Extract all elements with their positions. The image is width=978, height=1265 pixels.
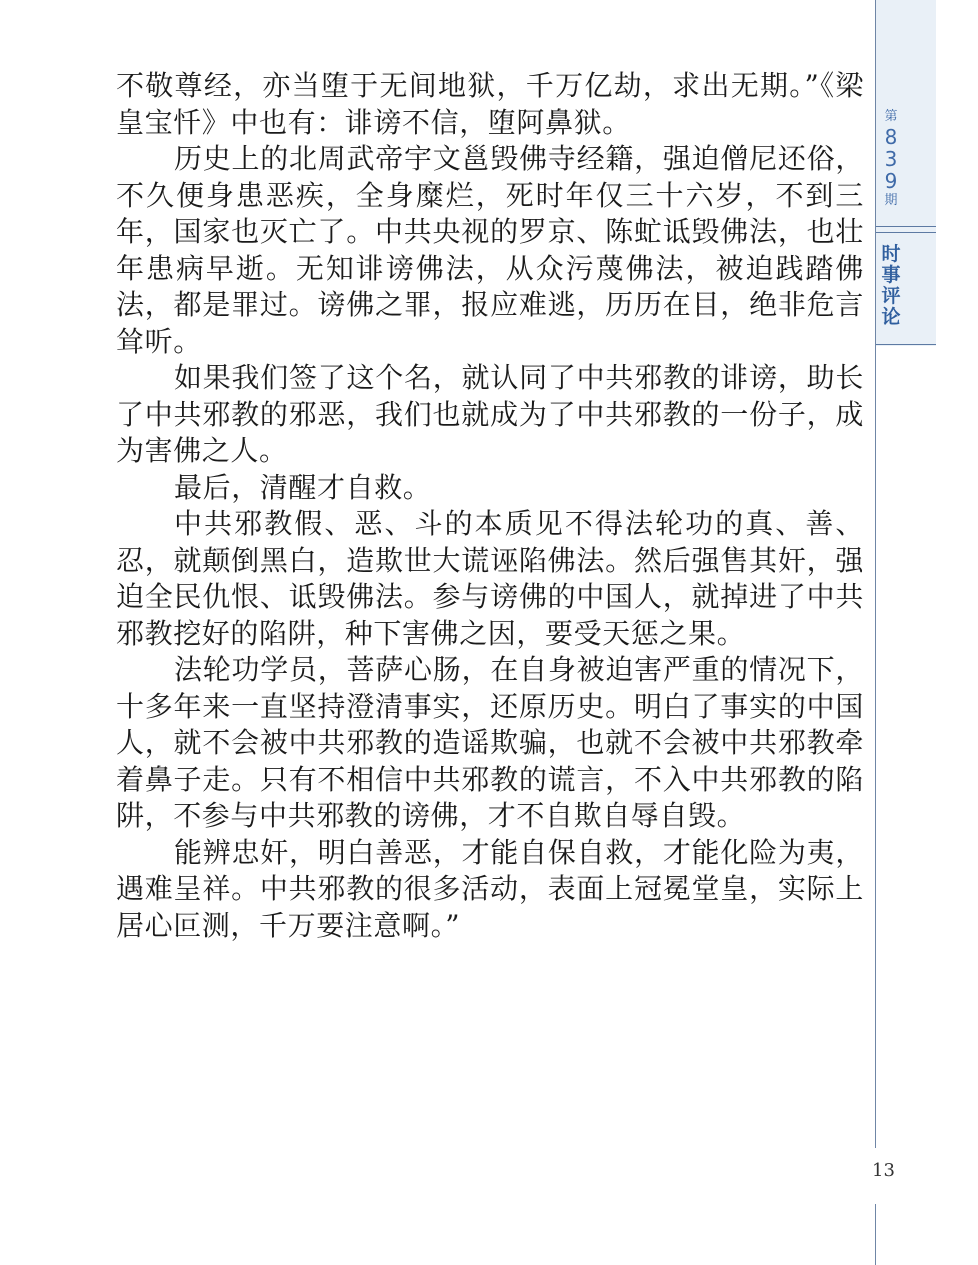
paragraph-1: 不敬尊经，亦当堕于无间地狱，千万亿劫，求出无期。”《梁皇宝忏》中也有：诽谤不信，堕阿鼻狱。 bbox=[116, 69, 864, 139]
paragraph-3: 如果我们签了这个名，就认同了中共邪教的诽谤，助长了中共邪教的邪恶，我们也就成为了中共邪教的一份子，成为害佛之人。 bbox=[116, 361, 864, 467]
issue-digit: 9 bbox=[884, 169, 898, 193]
issue-suffix: 期 bbox=[884, 193, 898, 208]
issue-digit: 3 bbox=[884, 147, 898, 171]
page-number: 13 bbox=[872, 1160, 895, 1181]
issue-prefix: 第 bbox=[884, 109, 898, 124]
section-char: 时 bbox=[881, 243, 901, 265]
paragraph-4: 最后，清醒才自救。 bbox=[174, 470, 432, 504]
issue-digit: 8 bbox=[884, 125, 898, 149]
section-char: 论 bbox=[881, 306, 901, 328]
sidebar-divider-bottom bbox=[875, 1204, 876, 1265]
paragraph-2: 历史上的北周武帝宇文邕毁佛寺经籍，强迫僧尼还俗，不久便身患恶疾，全身糜烂，死时年仅三十六岁，不到三年，国家也灭亡了。中共央视的罗京、陈虻诋毁佛法，也壮年患病早逝。无知诽谤佛法，从众污蔑佛法，被迫践踏佛法，都是罪过。谤佛之罪，报应难逃，历历在目，绝非危言耸听。 bbox=[116, 142, 864, 358]
sidebar-separator-top-2 bbox=[876, 232, 936, 233]
section-char: 评 bbox=[881, 285, 901, 307]
paragraph-6: 法轮功学员，菩萨心肠，在自身被迫害严重的情况下，十多年来一直坚持澄清事实，还原历史。明白了事实的中国人，就不会被中共邪教的造谣欺骗，也就不会被中共邪教牵着鼻子走。只有不相信中共邪教的谎言，不入中共邪教的陷阱，不参与中共邪教的谤佛，才不自欺自辱自毁。 bbox=[116, 653, 864, 832]
article-body bbox=[116, 68, 864, 944]
paragraph-5: 中共邪教假、恶、斗的本质见不得法轮功的真、善、忍，就颠倒黑白，造欺世大谎诬陷佛法。然后强售其奸，强迫全民仇恨、诋毁佛法。参与谤佛的中国人，就掉进了中共邪教挖好的陷阱，种下害佛之因，要受天惩之果。 bbox=[116, 507, 864, 650]
issue-number bbox=[876, 108, 906, 210]
section-char: 事 bbox=[881, 264, 901, 286]
sidebar-separator-top bbox=[876, 226, 936, 227]
section-title bbox=[876, 244, 906, 328]
paragraph-7: 能辨忠奸，明白善恶，才能自保自救，才能化险为夷，遇难呈祥。中共邪教的很多活动，表面上冠冕堂皇，实际上居心叵测，千万要注意啊。” bbox=[116, 835, 864, 942]
sidebar-separator-bottom bbox=[876, 344, 936, 345]
